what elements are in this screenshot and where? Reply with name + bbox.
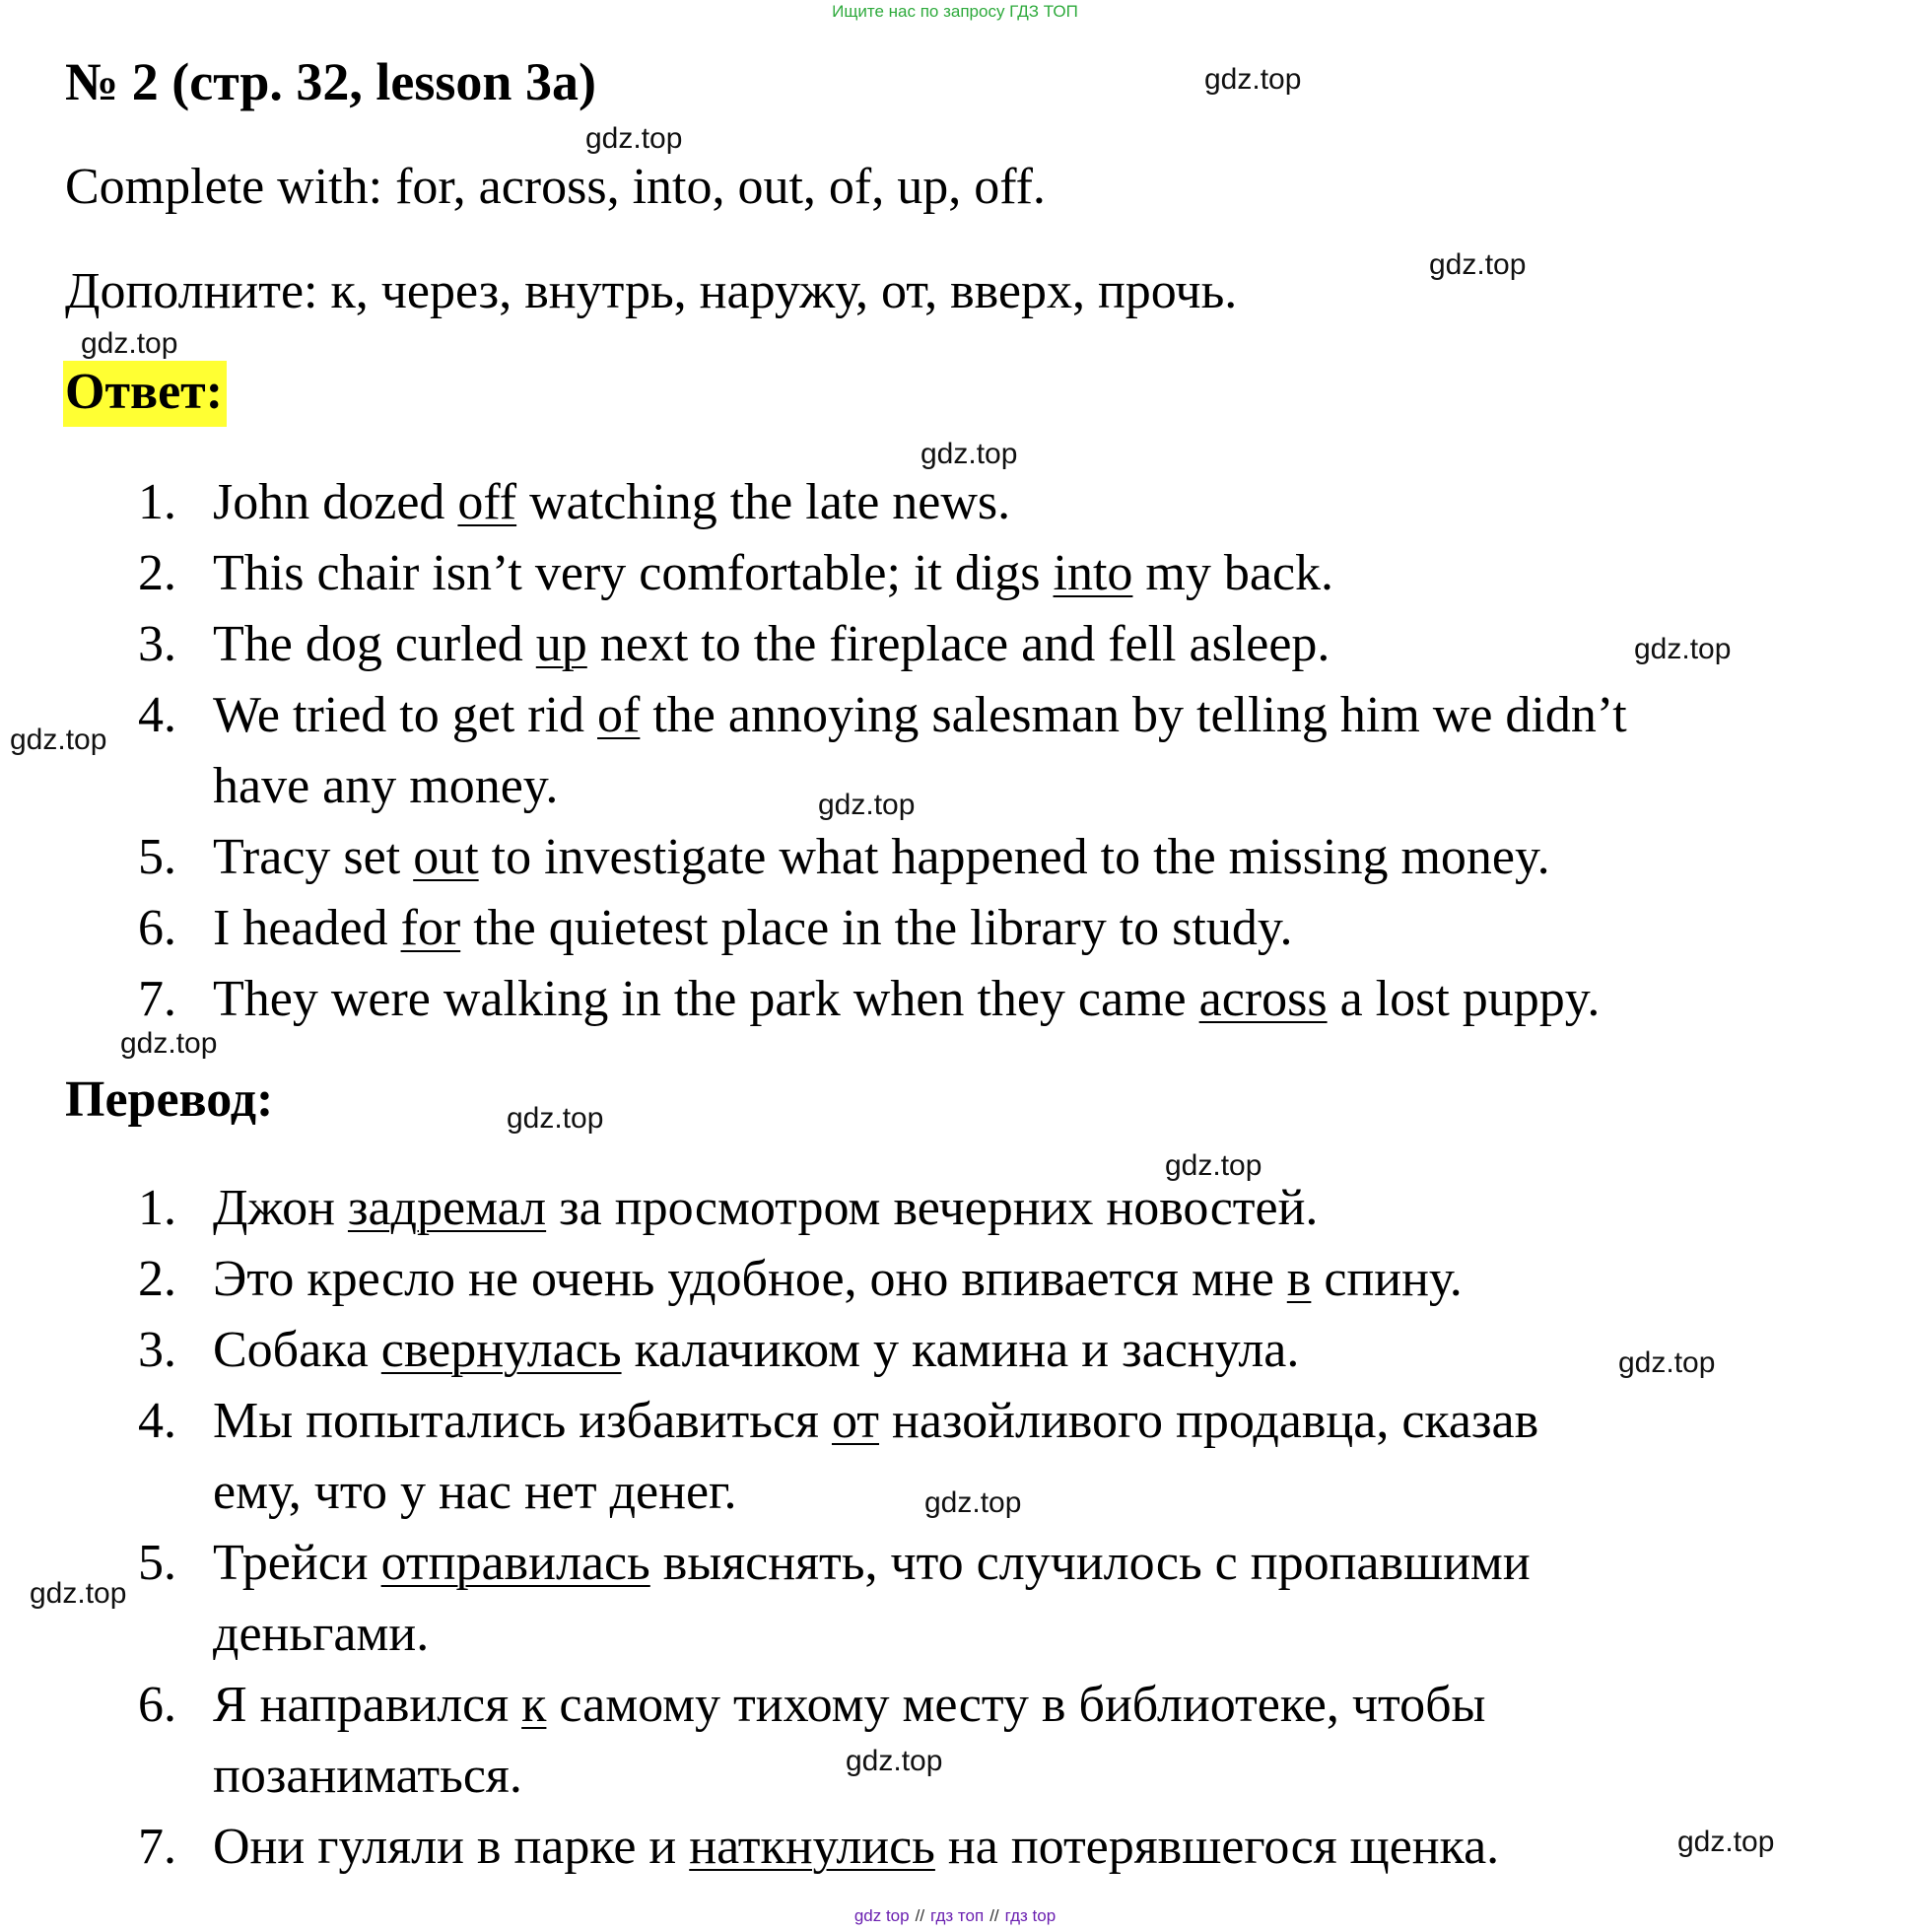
answer-number: 5. (138, 829, 176, 885)
translation-number: 7. (138, 1819, 176, 1875)
watermark: gdz.top (10, 724, 107, 756)
answer-number: 6. (138, 900, 176, 956)
translation-line (213, 1818, 1499, 1876)
answer-number: 2. (138, 545, 176, 601)
answer-line (213, 544, 1333, 602)
answer-text: next to the fireplace and fell asleep. (586, 616, 1330, 672)
answer-blank-word: of (597, 687, 641, 743)
answer-text: They were walking in the park when they came (213, 971, 1199, 1027)
answer-blank-word: across (1198, 971, 1328, 1027)
answer-text: watching the late news. (516, 474, 1011, 530)
translation-line (213, 1392, 1538, 1450)
answer-text: I headed (213, 900, 401, 956)
watermark: gdz.top (1618, 1346, 1716, 1379)
answer-number: 3. (138, 616, 176, 672)
watermark: gdz.top (1429, 248, 1527, 281)
translation-text: Это кресло не очень удобное, оно впивается мне (213, 1251, 1287, 1307)
answer-text: This chair isn’t very comfortable; it digs (213, 545, 1054, 601)
translation-line (213, 1534, 1531, 1592)
answer-line-continued: have any money. (213, 758, 559, 814)
answer-line (213, 615, 1330, 673)
watermark: gdz.top (585, 122, 683, 155)
bottom-banner-link[interactable]: гдз топ (930, 1906, 985, 1925)
top-banner: Ищите нас по запросу ГДЗ ТОП (832, 2, 1078, 21)
answer-blank-word: up (535, 616, 587, 672)
translation-number: 2. (138, 1251, 176, 1307)
translation-text: Собака (213, 1322, 381, 1378)
translation-key-word: наткнулись (689, 1819, 935, 1875)
answer-text: John dozed (213, 474, 458, 530)
watermark: gdz.top (120, 1027, 218, 1060)
answer-line (213, 899, 1293, 957)
answer-line (213, 473, 1010, 531)
answer-text: We tried to get rid (213, 687, 598, 743)
watermark: gdz.top (81, 327, 178, 360)
answer-text: Tracy set (213, 829, 414, 885)
watermark: gdz.top (1634, 633, 1732, 665)
watermark: gdz.top (507, 1102, 604, 1135)
translation-text: Я направился (213, 1677, 522, 1733)
translation-text: Трейси (213, 1535, 381, 1591)
translation-key-word: задремал (347, 1180, 547, 1236)
page-title: № 2 (стр. 32, lesson 3a) (65, 52, 596, 111)
bottom-banner-link[interactable]: gdz top (853, 1906, 910, 1925)
translation-key-word: свернулась (380, 1322, 622, 1378)
answer-text: my back. (1132, 545, 1334, 601)
translation-number: 4. (138, 1393, 176, 1449)
answer-text: to investigate what happened to the missing money. (478, 829, 1550, 885)
translation-text: Джон (213, 1180, 348, 1236)
translation-key-word: отправилась (380, 1535, 650, 1591)
translation-line (213, 1321, 1299, 1379)
translation-text: калачиком у камина и заснула. (621, 1322, 1300, 1378)
translation-text: Они гуляли в парке и (213, 1819, 690, 1875)
instruction-russian: Дополните: к, через, внутрь, наружу, от, вверх, прочь. (65, 263, 1238, 319)
translation-key-word: в (1286, 1251, 1312, 1307)
watermark: gdz.top (1204, 63, 1302, 96)
translation-text: назойливого продавца, сказав (879, 1393, 1539, 1449)
translation-number: 5. (138, 1535, 176, 1591)
bottom-banner (0, 1906, 1910, 1926)
translation-line (213, 1250, 1463, 1308)
answer-text: the quietest place in the library to study. (460, 900, 1293, 956)
watermark: gdz.top (924, 1486, 1022, 1519)
watermark: gdz.top (818, 789, 916, 821)
translation-heading: Перевод: (65, 1071, 274, 1128)
translation-text: выяснять, что случилось с пропавшими (649, 1535, 1531, 1591)
answer-text: the annoying salesman by telling him we didn’t (640, 687, 1627, 743)
translation-line-continued: деньгами. (213, 1606, 430, 1662)
translation-key-word: от (831, 1393, 880, 1449)
translation-line (213, 1676, 1485, 1734)
answer-line (213, 828, 1550, 886)
bottom-banner-separator: // (915, 1906, 925, 1925)
answer-blank-word: for (400, 900, 461, 956)
bottom-banner-link[interactable]: гдз top (1004, 1906, 1057, 1925)
answer-number: 1. (138, 474, 176, 530)
answer-blank-word: out (413, 829, 479, 885)
translation-number: 3. (138, 1322, 176, 1378)
answer-blank-word: into (1053, 545, 1133, 601)
answer-number: 7. (138, 971, 176, 1027)
translation-text: спину. (1311, 1251, 1463, 1307)
answer-line (213, 686, 1627, 744)
translation-text: Мы попытались избавиться (213, 1393, 832, 1449)
answer-heading: Ответ: (63, 361, 227, 427)
instruction-english: Complete with: for, across, into, out, of, up, off. (65, 159, 1046, 215)
answer-line (213, 970, 1600, 1028)
translation-text: за просмотром вечерних новостей. (546, 1180, 1319, 1236)
answer-number: 4. (138, 687, 176, 743)
answer-blank-word: off (457, 474, 517, 530)
watermark: gdz.top (30, 1577, 127, 1610)
translation-key-word: к (521, 1677, 547, 1733)
answer-text: a lost puppy. (1327, 971, 1601, 1027)
translation-text: самому тихому месту в библиотеке, чтобы (546, 1677, 1486, 1733)
watermark: gdz.top (1677, 1826, 1775, 1858)
translation-line-continued: позаниматься. (213, 1748, 522, 1804)
translation-text: на потерявшегося щенка. (934, 1819, 1500, 1875)
translation-number: 1. (138, 1180, 176, 1236)
watermark: gdz.top (1165, 1149, 1262, 1182)
watermark: gdz.top (921, 438, 1018, 470)
watermark: gdz.top (846, 1745, 943, 1777)
answer-text: The dog curled (213, 616, 536, 672)
translation-number: 6. (138, 1677, 176, 1733)
translation-line-continued: ему, что у нас нет денег. (213, 1464, 737, 1520)
bottom-banner-separator: // (989, 1906, 999, 1925)
translation-line (213, 1179, 1318, 1237)
